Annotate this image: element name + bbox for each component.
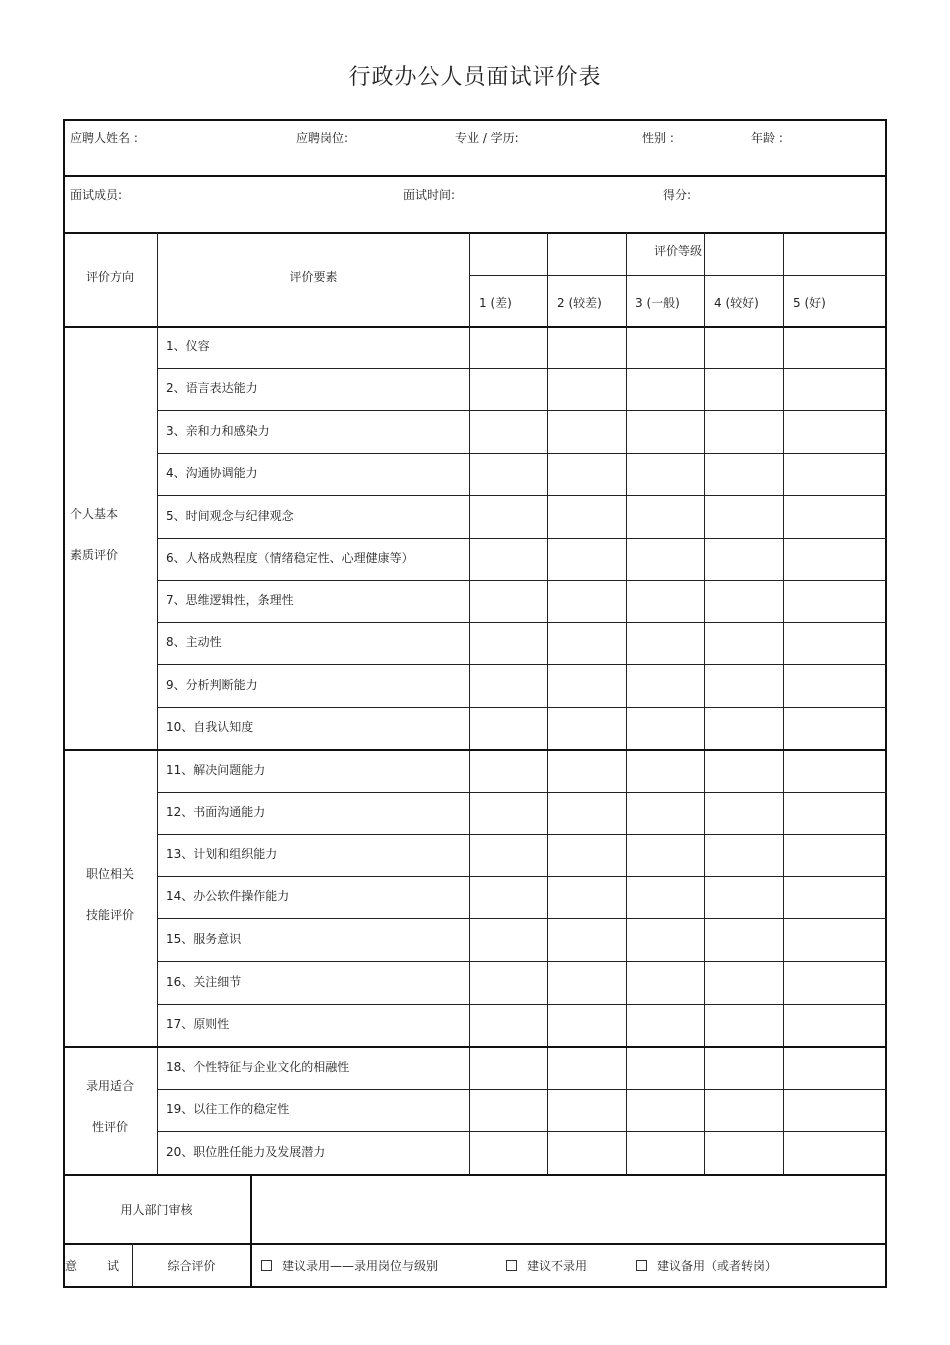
item-label: 12、书面沟通能力: [166, 805, 266, 819]
item-label: 13、计划和组织能力: [166, 847, 278, 861]
rating-cell-14-2[interactable]: [548, 878, 625, 917]
rating-cell-11-2[interactable]: [548, 751, 625, 791]
reject-checkbox[interactable]: [506, 1260, 517, 1271]
group-label-line2: 性评价: [91, 1120, 128, 1134]
rating-cell-10-3[interactable]: [627, 709, 703, 748]
rating-cell-8-3[interactable]: [627, 624, 703, 663]
rating-cell-19-4[interactable]: [705, 1091, 782, 1130]
rating-cell-9-3[interactable]: [627, 666, 703, 706]
rating-cell-4-1[interactable]: [470, 455, 546, 494]
rating-cell-4-3[interactable]: [627, 455, 703, 494]
rating-cell-1-5[interactable]: [784, 328, 886, 367]
rating-cell-1-2[interactable]: [548, 328, 625, 367]
rating-cell-17-5[interactable]: [784, 1006, 886, 1045]
rating-cell-9-1[interactable]: [470, 666, 546, 706]
item-label: 19、以往工作的稳定性: [166, 1102, 290, 1116]
evaluation-form: [63, 119, 887, 1288]
rating-cell-2-2[interactable]: [548, 370, 625, 409]
rating-cell-8-4[interactable]: [705, 624, 782, 663]
rating-cell-9-5[interactable]: [784, 666, 886, 706]
rating-cell-6-3[interactable]: [627, 540, 703, 579]
rating-cell-11-5[interactable]: [784, 751, 886, 791]
rating-cell-13-4[interactable]: [705, 836, 782, 875]
rating-cell-18-4[interactable]: [705, 1048, 782, 1088]
rating-cell-15-3[interactable]: [627, 920, 703, 960]
elements-header: 评价要素: [289, 270, 338, 284]
rating-cell-14-4[interactable]: [705, 878, 782, 917]
item-label: 16、关注细节: [166, 975, 242, 989]
rating-cell-14-1[interactable]: [470, 878, 546, 917]
item-label: 17、原则性: [166, 1017, 230, 1031]
rating-cell-13-1[interactable]: [470, 836, 546, 875]
item-label: 6、人格成熟程度（情绪稳定性、心理健康等）: [166, 551, 414, 565]
rating-cell-5-5[interactable]: [784, 497, 886, 537]
age-label: 年龄 :: [751, 131, 783, 145]
level-4-header: 4 (较好): [714, 296, 759, 310]
rating-cell-10-2[interactable]: [548, 709, 625, 748]
item-label: 7、思维逻辑性，条理性: [166, 593, 294, 607]
interview-time-label: 面试时间:: [403, 188, 456, 202]
gender-label: 性别 :: [642, 131, 674, 145]
level-1-header: 1 (差): [479, 296, 512, 310]
rating-cell-17-3[interactable]: [627, 1006, 703, 1045]
rating-cell-13-2[interactable]: [548, 836, 625, 875]
option-reserve[interactable]: [636, 1259, 777, 1273]
rating-cell-12-1[interactable]: [470, 794, 546, 833]
rating-cell-2-5[interactable]: [784, 370, 886, 409]
rating-cell-6-5[interactable]: [784, 540, 886, 579]
hire-checkbox[interactable]: [261, 1260, 272, 1271]
rating-cell-1-4[interactable]: [705, 328, 782, 367]
rating-cell-15-2[interactable]: [548, 920, 625, 960]
rating-cell-5-1[interactable]: [470, 497, 546, 537]
rating-cell-6-4[interactable]: [705, 540, 782, 579]
opinion-label-right: 试: [107, 1259, 120, 1273]
rating-cell-18-5[interactable]: [784, 1048, 886, 1088]
rating-cell-8-5[interactable]: [784, 624, 886, 663]
rating-cell-15-5[interactable]: [784, 920, 886, 960]
rating-cell-19-5[interactable]: [784, 1091, 886, 1130]
item-label: 9、分析判断能力: [166, 678, 258, 692]
item-label: 8、主动性: [166, 635, 222, 649]
option-reject[interactable]: [506, 1259, 587, 1273]
rating-cell-7-4[interactable]: [705, 582, 782, 621]
rating-cell-17-2[interactable]: [548, 1006, 625, 1045]
rating-cell-13-5[interactable]: [784, 836, 886, 875]
rating-cell-17-1[interactable]: [470, 1006, 546, 1045]
group-label-line1: 录用适合: [85, 1079, 134, 1093]
option-hire-label: 建议录用——录用岗位与级别: [282, 1259, 439, 1273]
rating-cell-6-2[interactable]: [548, 540, 625, 579]
rating-cell-3-4[interactable]: [705, 412, 782, 452]
rating-cell-15-4[interactable]: [705, 920, 782, 960]
rating-cell-5-4[interactable]: [705, 497, 782, 537]
rating-cell-8-2[interactable]: [548, 624, 625, 663]
rating-cell-9-2[interactable]: [548, 666, 625, 706]
major-label: 专业 / 学历:: [455, 131, 519, 145]
item-label: 10、自我认知度: [166, 720, 254, 734]
item-label: 4、沟通协调能力: [166, 466, 258, 480]
rating-cell-1-1[interactable]: [470, 328, 546, 367]
rating-cell-20-3[interactable]: [627, 1133, 703, 1173]
rating-cell-3-5[interactable]: [784, 412, 886, 452]
reserve-checkbox[interactable]: [636, 1260, 647, 1271]
rating-cell-16-4[interactable]: [705, 963, 782, 1003]
rating-cell-7-5[interactable]: [784, 582, 886, 621]
group-label-line1: 职位相关: [85, 866, 134, 881]
rating-cell-16-5[interactable]: [784, 963, 886, 1003]
dept-review-label: 用人部门审核: [120, 1203, 193, 1217]
option-reject-label: 建议不录用: [527, 1259, 588, 1273]
item-label: 1、仪容: [166, 339, 210, 353]
level-2-header: 2 (较差): [557, 296, 602, 310]
item-label: 15、服务意识: [166, 932, 242, 946]
rating-cell-11-4[interactable]: [705, 751, 782, 791]
rating-cell-16-1[interactable]: [470, 963, 546, 1003]
rating-cell-10-1[interactable]: [470, 709, 546, 748]
rating-cell-20-2[interactable]: [548, 1133, 625, 1173]
rating-cell-10-4[interactable]: [705, 709, 782, 748]
rating-cell-3-3[interactable]: [627, 412, 703, 452]
interviewers-label: 面试成员:: [70, 188, 123, 202]
group-label-line2: 技能评价: [85, 907, 134, 922]
rating-cell-18-3[interactable]: [627, 1048, 703, 1088]
rating-cell-14-5[interactable]: [784, 878, 886, 917]
grade-header: 评价等级: [653, 244, 702, 258]
rating-cell-5-3[interactable]: [627, 497, 703, 537]
rating-cell-7-3[interactable]: [627, 582, 703, 621]
rating-cell-12-5[interactable]: [784, 794, 886, 833]
rating-cell-11-1[interactable]: [470, 751, 546, 791]
rating-cell-7-2[interactable]: [548, 582, 625, 621]
rating-cell-19-1[interactable]: [470, 1091, 546, 1130]
rating-cell-3-1[interactable]: [470, 412, 546, 452]
rating-cell-3-2[interactable]: [548, 412, 625, 452]
rating-cell-8-1[interactable]: [470, 624, 546, 663]
rating-cell-19-3[interactable]: [627, 1091, 703, 1130]
rating-cell-1-3[interactable]: [627, 328, 703, 367]
item-label: 20、职位胜任能力及发展潜力: [166, 1145, 326, 1159]
item-label: 18、个性特征与企业文化的相融性: [166, 1060, 350, 1074]
rating-cell-7-1[interactable]: [470, 582, 546, 621]
rating-cell-16-3[interactable]: [627, 963, 703, 1003]
position-label: 应聘岗位:: [296, 131, 349, 145]
rating-cell-4-4[interactable]: [705, 455, 782, 494]
rating-cell-4-2[interactable]: [548, 455, 625, 494]
rating-cell-2-1[interactable]: [470, 370, 546, 409]
rating-cell-12-4[interactable]: [705, 794, 782, 833]
rating-cell-2-3[interactable]: [627, 370, 703, 409]
rating-cell-11-3[interactable]: [627, 751, 703, 791]
rating-cell-15-1[interactable]: [470, 920, 546, 960]
item-label: 5、时间观念与纪律观念: [166, 509, 294, 523]
rating-cell-2-4[interactable]: [705, 370, 782, 409]
rating-cell-20-4[interactable]: [705, 1133, 782, 1173]
rating-cell-4-5[interactable]: [784, 455, 886, 494]
rating-cell-17-4[interactable]: [705, 1006, 782, 1045]
opinion-label-left: 意: [65, 1259, 78, 1273]
rating-cell-9-4[interactable]: [705, 666, 782, 706]
applicant-name-label: 应聘人姓名 :: [70, 131, 138, 145]
form-title: 行政办公人员面试评价表: [348, 65, 602, 90]
rating-cell-6-1[interactable]: [470, 540, 546, 579]
direction-header: 评价方向: [85, 270, 134, 284]
option-hire[interactable]: [261, 1259, 438, 1273]
group-label-line1: 个人基本: [70, 506, 119, 521]
rating-cell-19-2[interactable]: [548, 1091, 625, 1130]
rating-cell-13-3[interactable]: [627, 836, 703, 875]
rating-cell-12-2[interactable]: [548, 794, 625, 833]
score-label: 得分:: [663, 188, 692, 202]
rating-cell-20-1[interactable]: [470, 1133, 546, 1173]
overall-evaluation-label: 综合评价: [167, 1259, 216, 1273]
rating-cell-12-3[interactable]: [627, 794, 703, 833]
item-label: 14、办公软件操作能力: [166, 889, 290, 903]
option-reserve-label: 建议备用（或者转岗）: [657, 1259, 778, 1273]
rating-cell-18-1[interactable]: [470, 1048, 546, 1088]
rating-cell-16-2[interactable]: [548, 963, 625, 1003]
level-3-header: 3 (一般): [635, 296, 680, 310]
item-label: 3、亲和力和感染力: [166, 424, 270, 438]
rating-cell-18-2[interactable]: [548, 1048, 625, 1088]
rating-cell-20-5[interactable]: [784, 1133, 886, 1173]
rating-cell-5-2[interactable]: [548, 497, 625, 537]
rating-cell-10-5[interactable]: [784, 709, 886, 748]
level-5-header: 5 (好): [793, 296, 826, 310]
item-label: 11、解决问题能力: [166, 763, 266, 777]
group-label-line2: 素质评价: [70, 547, 119, 562]
item-label: 2、语言表达能力: [166, 381, 258, 395]
rating-cell-14-3[interactable]: [627, 878, 703, 917]
